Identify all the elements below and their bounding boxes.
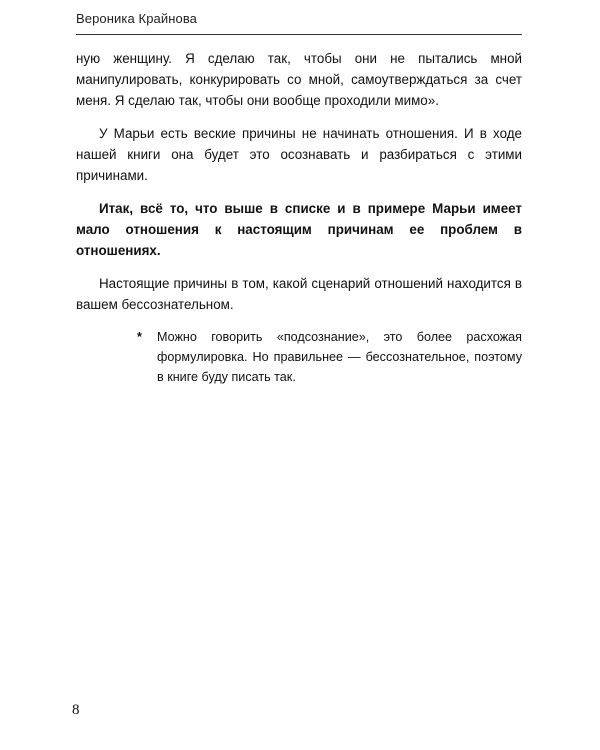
paragraph-continuation: ную женщину. Я сделаю так, чтобы они не пытались мной манипулировать, конкурировать со мной, самоутверждаться за счет меня. Я сделаю так, чтобы они вообще проходили мимо».: [76, 51, 522, 108]
paragraph-bold-conclusion: Итак, всё то, что выше в списке и в примере Марьи имеет мало отношения к настоящим причинам ее проблем в отношениях.: [76, 201, 522, 258]
running-head-author: Вероника Крайнова: [76, 11, 198, 26]
footnote: [137, 327, 522, 387]
paragraph-real-reasons: Настоящие причины в том, какой сценарий отношений находится в вашем бессознательном.: [76, 276, 522, 312]
page-number: 8: [72, 702, 80, 718]
header-divider: [76, 34, 522, 35]
footnote-marker: *: [137, 330, 142, 344]
body-text: [76, 48, 522, 387]
footnote-text: Можно говорить «подсознание», это более расхожая формулировка. Но правильнее — бессознательное, поэтому в книге буду писать так.: [157, 330, 522, 384]
paragraph-reasons: У Марьи есть веские причины не начинать отношения. И в ходе нашей книги она будет это осознавать и разбираться с этими причинами.: [76, 126, 522, 183]
